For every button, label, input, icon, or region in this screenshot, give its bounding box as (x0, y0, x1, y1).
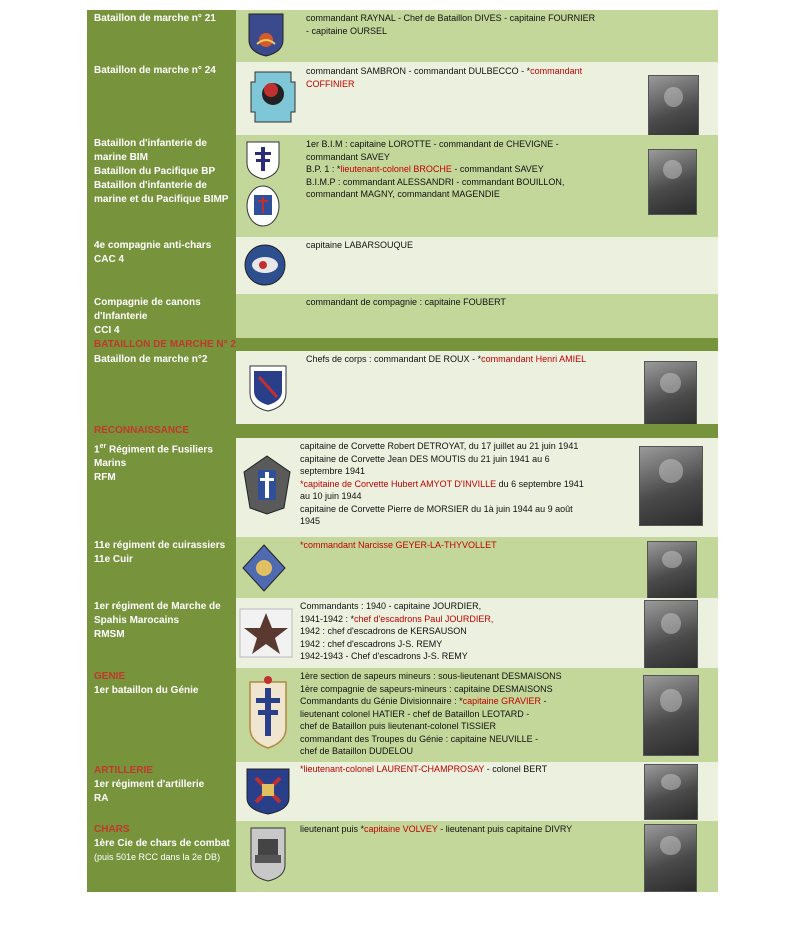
line-text: 1ère section de sapeurs mineurs : sous-lieutenant DESMAISONS (300, 671, 562, 681)
commander-line (300, 823, 572, 836)
unit-cell: Bataillon de marche n° 21 (87, 10, 236, 62)
officer-photo (644, 824, 697, 892)
unit-cell: 1er régiment de Marche de Spahis Marocains RMSM (87, 598, 236, 668)
line-text: capitaine de Corvette Pierre de MORSIER du 1à juin 1944 au 9 août (300, 503, 573, 514)
commander-line (300, 478, 584, 491)
commander-line (306, 78, 582, 91)
line-text: commandant SAMBRON - commandant DULBECCO - * (306, 66, 531, 76)
commander-line (306, 163, 564, 176)
insignia-badge (238, 452, 296, 518)
insignia-badge (247, 12, 285, 58)
insignia-badge (239, 608, 293, 658)
commander-line (306, 12, 595, 25)
commander-line (300, 503, 584, 516)
commanders-text (306, 239, 413, 252)
commander-line (300, 625, 493, 638)
commander-line (300, 683, 562, 696)
line-text: B.P. 1 : * (306, 164, 341, 174)
unit-cell: Bataillon de marche n° 24 (87, 62, 236, 135)
commander-line (300, 515, 584, 528)
insignia-badge (249, 68, 297, 126)
line-text: 1ère compagnie de sapeurs-mineurs : capitaine DESMAISONS (300, 683, 553, 694)
officer-photo (643, 675, 699, 756)
commander-line (300, 708, 562, 721)
line-text: B.I.M.P : commandant ALESSANDRI - commandant BOUILLON, (306, 176, 565, 187)
line-text: 1941-1942 : * (300, 613, 355, 624)
table-row (87, 762, 718, 821)
highlighted-name: lieutenant-colonel BROCHE (340, 164, 452, 174)
line-text: commandant MAGNY, commandant MAGENDIE (306, 189, 500, 199)
table-row (87, 10, 718, 62)
line-text: 1942 : chef d'escadrons de KERSAUSON (300, 626, 467, 636)
line-text: chef de Bataillon puis lieutenant-colonel TISSIER (300, 721, 496, 731)
insignia-badge (244, 674, 292, 752)
highlighted-name: *capitaine de Corvette Hubert AMYOT D'INVILLE (300, 478, 497, 489)
commander-line (300, 539, 497, 552)
unit-cell: GENIE 1er bataillon du Génie (87, 668, 236, 762)
line-text: capitaine LABARSOUQUE (306, 240, 414, 250)
unit-cell: ARTILLERIE 1er régiment d'artillerie RA (87, 762, 236, 821)
commander-line (300, 695, 562, 708)
line-text: septembre 1941 (300, 466, 366, 476)
insignia-badge (247, 825, 289, 883)
table-row (87, 294, 718, 338)
line-text: - commandant SAVEY (451, 164, 544, 174)
line-text: 1945 (300, 516, 321, 526)
commander-line (300, 670, 562, 683)
commanders-text (306, 353, 586, 366)
commanders-text (306, 65, 582, 90)
commander-line (306, 296, 506, 309)
line-text: chef de Bataillon DUDELOU (300, 746, 414, 756)
line-text: au 10 juin 1944 (300, 491, 362, 501)
commander-line (306, 176, 564, 189)
line-text: commandant RAYNAL - Chef de Bataillon DIVES - capitaine FOURNIER (306, 13, 596, 23)
commander-line (300, 720, 562, 733)
commanders-cell (236, 237, 718, 294)
commander-line (300, 613, 493, 626)
officer-photo (644, 600, 698, 674)
commanders-cell (236, 294, 718, 338)
commander-line (300, 763, 547, 776)
insignia-badge (244, 766, 292, 816)
line-text: capitaine de Corvette Jean DES MOUTIS du 21 juin 1941 au 6 (300, 453, 550, 464)
highlighted-name: *lieutenant-colonel LAURENT-CHAMPROSAY (300, 764, 485, 774)
officer-photo (648, 149, 697, 215)
commanders-cell (236, 10, 718, 62)
line-text: Commandants du Génie Divisionnaire : * (300, 696, 463, 706)
line-text: - lieutenant puis capitaine DIVRY (437, 824, 573, 834)
commander-line (300, 600, 493, 613)
line-text: commandant des Troupes du Génie : capitaine NEUVILLE - (300, 733, 539, 744)
officer-photo (639, 446, 703, 526)
highlighted-name: COFFINIER (306, 78, 355, 89)
line-text: lieutenant puis * (300, 824, 365, 834)
commanders-text (300, 539, 497, 552)
commander-line (300, 490, 584, 503)
commander-line (306, 25, 595, 38)
commander-line (300, 440, 584, 453)
section-header-bataillon-de-marche-2: BATAILLON DE MARCHE N° 2 (87, 338, 718, 351)
highlighted-name: capitaine VOLVEY (364, 824, 438, 834)
highlighted-name: chef d'escadrons Paul JOURDIER, (354, 613, 494, 624)
insignia-badge (244, 183, 282, 229)
commander-line (306, 188, 564, 201)
unit-cell: 11e régiment de cuirassiers 11e Cuir (87, 537, 236, 598)
insignia-badge (241, 543, 287, 593)
commander-line (300, 650, 493, 663)
commander-line (306, 65, 582, 78)
commander-line (300, 453, 584, 466)
commander-line (300, 638, 493, 651)
table-row (87, 135, 718, 237)
commander-line (306, 353, 586, 366)
commanders-text (300, 670, 562, 758)
unit-cell: Bataillon d'infanterie de marine BIM Bataillon du Pacifique BP Bataillon d'infanterie de marine et du Pacifique BIMP (87, 135, 236, 237)
commander-line (306, 151, 564, 164)
officer-photo (644, 361, 697, 431)
table-row (87, 237, 718, 294)
table-row (87, 351, 718, 424)
table-row (87, 668, 718, 762)
line-text: - colonel BERT (484, 764, 548, 774)
commanders-text (300, 440, 584, 528)
unit-cell: Bataillon de marche n°2 (87, 351, 236, 424)
commanders-text (306, 296, 506, 309)
line-text: commandant SAVEY (306, 151, 390, 162)
highlighted-name: capitaine GRAVIER (462, 696, 541, 706)
line-text: commandant de compagnie : capitaine FOUBERT (306, 297, 506, 307)
commanders-text (300, 823, 572, 836)
line-text: 1942-1943 - Chef d'escadrons J-S. REMY (300, 651, 468, 661)
commanders-cell (236, 135, 718, 237)
line-text: lieutenant colonel HATIER - chef de Bataillon LEOTARD - (300, 708, 530, 719)
insignia-badge (247, 363, 289, 413)
commander-line (300, 745, 562, 758)
table-row (87, 537, 718, 598)
line-text: Chefs de corps : commandant DE ROUX - * (306, 354, 482, 364)
officer-photo (644, 764, 698, 820)
highlighted-name: commandant Henri AMIEL (481, 354, 587, 364)
table-row (87, 62, 718, 135)
table-row (87, 598, 718, 668)
line-text: - (540, 696, 547, 706)
commanders-cell (236, 62, 718, 135)
line-text: capitaine de Corvette Robert DETROYAT, du 17 juillet au 21 juin 1941 (300, 441, 579, 451)
line-text: 1er B.I.M : capitaine LOROTTE - commandant de CHEVIGNE - (306, 139, 559, 149)
commander-line (300, 465, 584, 478)
unit-cell: CHARS 1ère Cie de chars de combat (puis 501e RCC dans la 2e DB) (87, 821, 236, 892)
table-row (87, 821, 718, 892)
commander-line (306, 239, 413, 252)
unit-cell: 1er Régiment de Fusiliers Marins RFM (87, 438, 236, 537)
commanders-text (300, 763, 547, 776)
unit-cell: Compagnie de canons d'Infanterie CCI 4 (87, 294, 236, 338)
commander-line (306, 138, 564, 151)
line-text: du 6 septembre 1941 (496, 478, 584, 489)
insignia-badge (244, 139, 282, 181)
line-text: - capitaine OURSEL (306, 25, 388, 36)
commander-line (300, 733, 562, 746)
commanders-text (306, 138, 564, 201)
commanders-cell (236, 537, 718, 598)
officer-photo (647, 541, 697, 600)
highlighted-name: commandant (530, 66, 583, 76)
section-header-reconnaissance: RECONNAISSANCE (87, 424, 718, 438)
insignia-badge (243, 241, 287, 289)
unit-cell: 4e compagnie anti-chars CAC 4 (87, 237, 236, 294)
line-text: Commandants : 1940 - capitaine JOURDIER, (300, 601, 482, 611)
table-row (87, 438, 718, 537)
commanders-text (306, 12, 595, 37)
line-text: 1942 : chef d'escadrons J-S. REMY (300, 638, 443, 649)
highlighted-name: *commandant Narcisse GEYER-LA-THYVOLLET (300, 540, 497, 550)
commanders-text (300, 600, 493, 663)
